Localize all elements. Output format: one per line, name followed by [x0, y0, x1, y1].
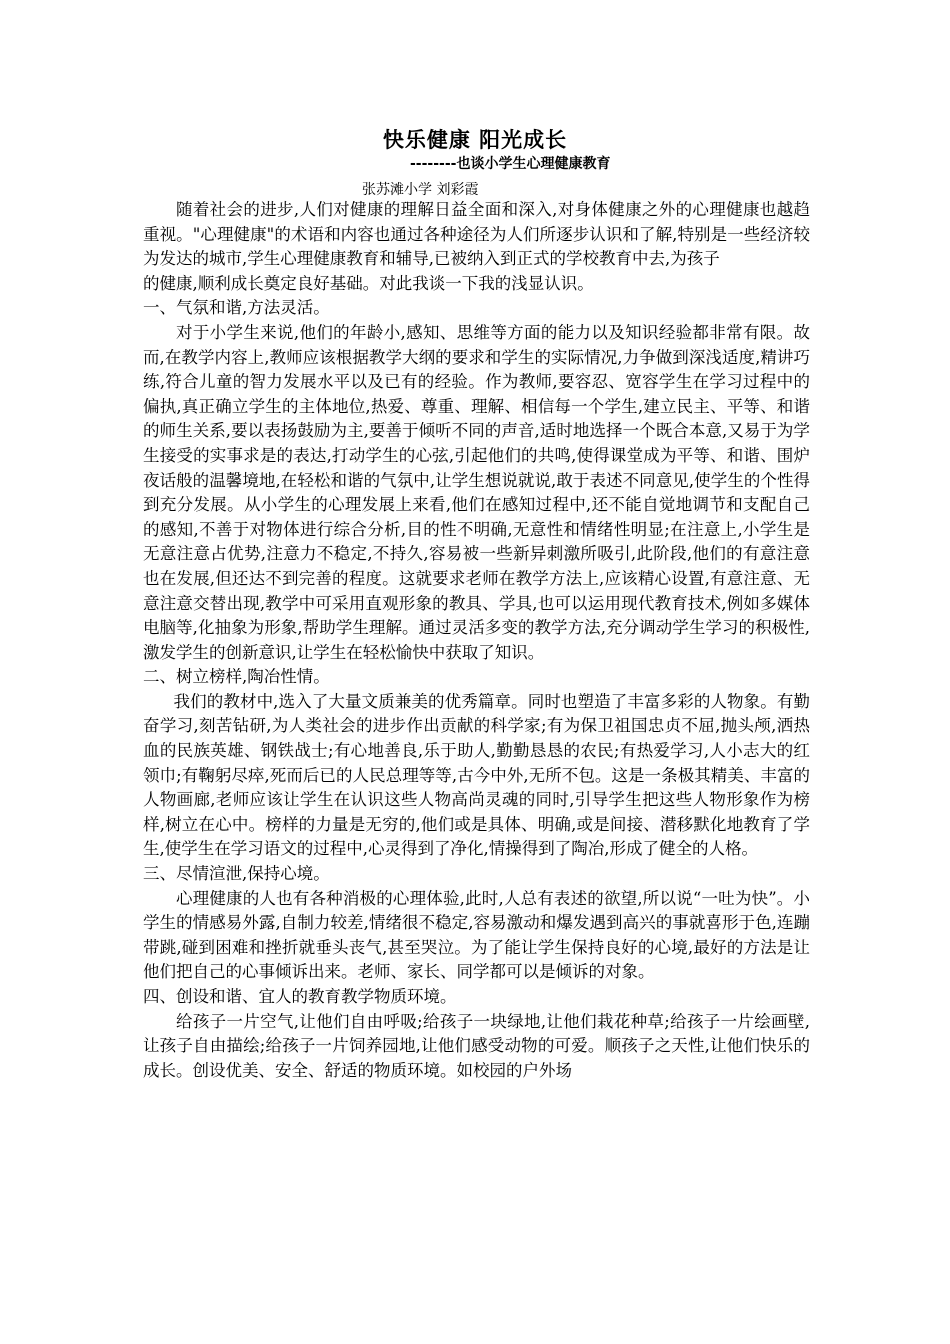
document-subtitle: --------也谈小学生心理健康教育 — [410, 156, 611, 172]
section-heading-1: 一、气氛和谐,方法灵活。 — [143, 298, 330, 318]
section-3-paragraph: 心理健康的人也有各种消极的心理体验,此时,人总有表述的欲望,所以说“一吐为快”。小学生的情感易外露,自制力较差,情绪很不稳定,容易激动和爆发遇到高兴的事就喜形于色,连蹦带跳,碰到困难和挫折就垂头丧气,甚至哭泣。为了能让学生保持良好的心境,最好的方法是让他们把自己的心事倾诉出来。老师、家长、同学都可以是倾诉的对象。 — [143, 888, 810, 982]
section-2-paragraph: 我们的教材中,选入了大量文质兼美的优秀篇章。同时也塑造了丰富多彩的人物象。有勤奋学习,刻苦钻研,为人类社会的进步作出贡献的科学家;有为保卫祖国忠贞不屈,抛头颅,洒热血的民族英雄、钢铁战士;有心地善良,乐于助人,勤勤恳恳的农民;有热爱学习,人小志大的红领巾;有鞠躬尽瘁,死而后已的人民总理等等,古今中外,无所不包。这是一条极其精美、丰富的人物画廊,老师应该让学生在认识这些人物高尚灵魂的同时,引导学生把这些人物形象作为榜样,树立在心中。榜样的力量是无穷的,他们或是具体、明确,或是间接、潜移默化地教育了学生,使学生在学习语文的过程中,心灵得到了净化,情操得到了陶冶,形成了健全的人格。 — [143, 691, 810, 859]
document-author: 张苏滩小学 刘彩霞 — [362, 182, 479, 198]
intro-paragraph-continued: 的健康,顺利成长奠定良好基础。对此我谈一下我的浅显认识。 — [143, 273, 594, 293]
section-heading-2: 二、树立榜样,陶冶性情。 — [143, 667, 330, 687]
section-4-paragraph: 给孩子一片空气,让他们自由呼吸;给孩子一块绿地,让他们栽花种草;给孩子一片绘画壁,让孩子自由描绘;给孩子一片饲养园地,让他们感受动物的可爱。顺孩子之天性,让他们快乐的成长。创设优美、安全、舒适的物质环境。如校园的户外场 — [143, 1011, 810, 1080]
document-body — [143, 198, 810, 1083]
section-heading-3: 三、尽情渲泄,保持心境。 — [143, 864, 330, 884]
section-1-paragraph: 对于小学生来说,他们的年龄小,感知、思维等方面的能力以及知识经验都非常有限。故而,在教学内容上,教师应该根据教学大纲的要求和学生的实际情况,力争做到深浅适度,精讲巧练,符合儿童的智力发展水平以及已有的经验。作为教师,要容忍、宽容学生在学习过程中的偏执,真正确立学生的主体地位,热爱、尊重、理解、相信每一个学生,建立民主、平等、和谐的师生关系,要以表扬鼓励为主,要善于倾听不同的声音,适时地选择一个既合本意,又易于为学生接受的实事求是的表达,打动学生的心弦,引起他们的共鸣,使得课堂成为平等、和谐、围炉夜话般的温馨境地,在轻松和谐的气氛中,让学生想说就说,敢于表述不同意见,使学生的个性得到充分发展。从小学生的心理发展上来看,他们在感知过程中,还不能自觉地调节和支配自己的感知,不善于对物体进行综合分析,目的性不明确,无意性和情绪性明显;在注意上,小学生是无意注意占优势,注意力不稳定,不持久,容易被一些新异刺激所吸引,此阶段,他们的有意注意也在发展,但还达不到完善的程度。这就要求老师在教学方法上,应该精心设置,有意注意、无意注意交替出现,教学中可采用直观形象的教具、学具,也可以运用现代教育技术,例如多媒体电脑等,化抽象为形象,帮助学生理解。通过灵活多变的教学方法,充分调动学生学习的积极性,激发学生的创新意识,让学生在轻松愉快中获取了知识。 — [143, 322, 810, 662]
document-title: 快乐健康 阳光成长 — [382, 128, 568, 152]
intro-paragraph: 随着社会的进步,人们对健康的理解日益全面和深入,对身体健康之外的心理健康也越趋重视。"心理健康"的术语和内容也通过各种途径为人们所逐步认识和了解,特别是一些经济较为发达的城市,学生心理健康教育和辅导,已被纳入到正式的学校教育中去,为孩子 — [143, 200, 810, 269]
section-heading-4: 四、创设和谐、宜人的教育教学物质环境。 — [143, 987, 457, 1006]
